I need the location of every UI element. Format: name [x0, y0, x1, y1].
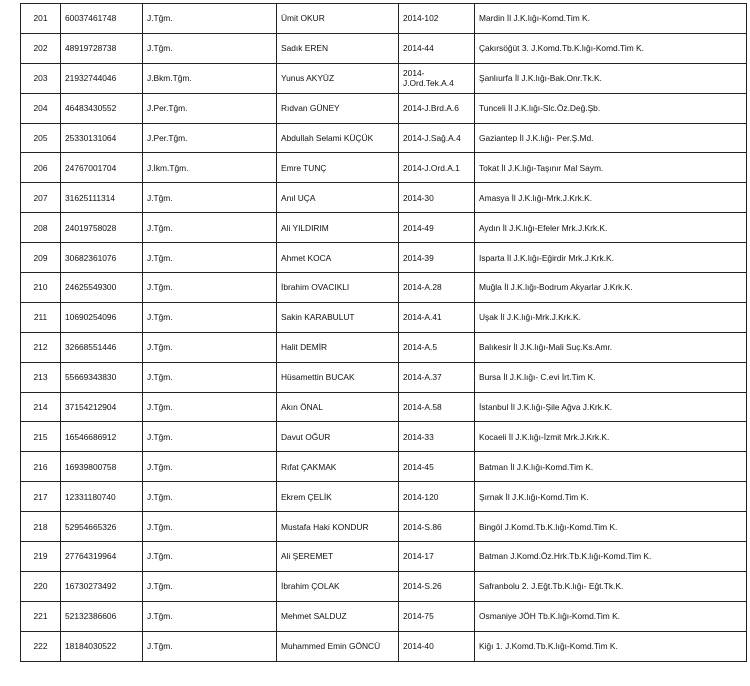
course-cell: 2014-A.28	[399, 273, 475, 303]
row-number: 215	[21, 422, 61, 452]
rank-cell: J.Tğm.	[143, 482, 277, 512]
unit-cell: Batman J.Komd.Öz.Hrk.Tb.K.lığı-Komd.Tim K.	[475, 542, 747, 572]
row-number: 218	[21, 512, 61, 542]
name-cell: Mustafa Haki KONDUR	[277, 512, 399, 542]
name-cell: Mehmet SALDUZ	[277, 601, 399, 631]
name-cell: Anıl UÇA	[277, 183, 399, 213]
name-cell: Davut OĞUR	[277, 422, 399, 452]
id-number-cell: 52132386606	[61, 601, 143, 631]
personnel-table	[20, 3, 747, 662]
id-number-cell: 21932744046	[61, 63, 143, 93]
row-number: 202	[21, 33, 61, 63]
name-cell: Yunus AKYÜZ	[277, 63, 399, 93]
table-row	[21, 183, 747, 213]
name-cell: Ümit OKUR	[277, 4, 399, 34]
name-cell: Rıfat ÇAKMAK	[277, 452, 399, 482]
name-cell: Sadık EREN	[277, 33, 399, 63]
unit-cell: Amasya İl J.K.lığı-Mrk.J.Krk.K.	[475, 183, 747, 213]
row-number: 220	[21, 571, 61, 601]
unit-cell: Kiğı 1. J.Komd.Tb.K.lığı-Komd.Tim K.	[475, 631, 747, 661]
table-row	[21, 452, 747, 482]
name-cell: İbrahim ÇOLAK	[277, 571, 399, 601]
table-row	[21, 422, 747, 452]
rank-cell: J.Tğm.	[143, 332, 277, 362]
id-number-cell: 37154212904	[61, 392, 143, 422]
row-number: 204	[21, 93, 61, 123]
id-number-cell: 16939800758	[61, 452, 143, 482]
rank-cell: J.Tğm.	[143, 392, 277, 422]
row-number: 208	[21, 213, 61, 243]
id-number-cell: 24767001704	[61, 153, 143, 183]
row-number: 221	[21, 601, 61, 631]
name-cell: Akın ÖNAL	[277, 392, 399, 422]
course-cell: 2014-J.Ord.Tek.A.4	[399, 63, 475, 93]
course-cell: 2014-A.37	[399, 362, 475, 392]
row-number: 201	[21, 4, 61, 34]
unit-cell: Isparta İl J.K.lığı-Eğirdir Mrk.J.Krk.K.	[475, 243, 747, 273]
id-number-cell: 10690254096	[61, 302, 143, 332]
table-row	[21, 362, 747, 392]
unit-cell: Tokat İl J.K.lığı-Taşınır Mal Saym.	[475, 153, 747, 183]
rank-cell: J.Tğm.	[143, 571, 277, 601]
course-cell: 2014-30	[399, 183, 475, 213]
course-cell: 2014-J.Ord.A.1	[399, 153, 475, 183]
row-number: 209	[21, 243, 61, 273]
id-number-cell: 46483430552	[61, 93, 143, 123]
name-cell: Sakin KARABULUT	[277, 302, 399, 332]
rank-cell: J.Per.Tğm.	[143, 123, 277, 153]
unit-cell: Balıkesir İl J.K.lığı-Mali Suç.Ks.Amr.	[475, 332, 747, 362]
rank-cell: J.Tğm.	[143, 183, 277, 213]
table-row	[21, 512, 747, 542]
course-cell: 2014-A.5	[399, 332, 475, 362]
rank-cell: J.Tğm.	[143, 542, 277, 572]
table-row	[21, 332, 747, 362]
course-cell: 2014-J.Brd.A.6	[399, 93, 475, 123]
name-cell: Abdullah Selami KÜÇÜK	[277, 123, 399, 153]
id-number-cell: 31625111314	[61, 183, 143, 213]
course-cell: 2014-33	[399, 422, 475, 452]
row-number: 211	[21, 302, 61, 332]
unit-cell: Aydın İl J.K.lığı-Efeler Mrk.J.Krk.K.	[475, 213, 747, 243]
rank-cell: J.Bkm.Tğm.	[143, 63, 277, 93]
table-row	[21, 631, 747, 661]
id-number-cell: 48919728738	[61, 33, 143, 63]
name-cell: Muhammed Emin GÖNCÜ	[277, 631, 399, 661]
rank-cell: J.Tğm.	[143, 4, 277, 34]
unit-cell: Mardin İl J.K.lığı-Komd.Tim K.	[475, 4, 747, 34]
unit-cell: Bursa İl J.K.lığı- C.evi İrt.Tim K.	[475, 362, 747, 392]
unit-cell: Safranbolu 2. J.Eğt.Tb.K.lığı- Eğt.Tk.K.	[475, 571, 747, 601]
table-row	[21, 273, 747, 303]
course-cell: 2014-S.26	[399, 571, 475, 601]
rank-cell: J.Tğm.	[143, 213, 277, 243]
rank-cell: J.Tğm.	[143, 422, 277, 452]
unit-cell: Tunceli İl J.K.lığı-Slc.Öz.Değ.Şb.	[475, 93, 747, 123]
id-number-cell: 24019758028	[61, 213, 143, 243]
rank-cell: J.Tğm.	[143, 512, 277, 542]
table-row	[21, 243, 747, 273]
rank-cell: J.Tğm.	[143, 273, 277, 303]
course-cell: 2014-120	[399, 482, 475, 512]
name-cell: Ahmet KOCA	[277, 243, 399, 273]
unit-cell: Çakırsöğüt 3. J.Komd.Tb.K.lığı-Komd.Tim K.	[475, 33, 747, 63]
id-number-cell: 24625549300	[61, 273, 143, 303]
id-number-cell: 18184030522	[61, 631, 143, 661]
id-number-cell: 16730273492	[61, 571, 143, 601]
table-row	[21, 571, 747, 601]
id-number-cell: 25330131064	[61, 123, 143, 153]
table-row	[21, 213, 747, 243]
table-row	[21, 601, 747, 631]
row-number: 214	[21, 392, 61, 422]
rank-cell: J.Tğm.	[143, 601, 277, 631]
unit-cell: Uşak İl J.K.lığı-Mrk.J.Krk.K.	[475, 302, 747, 332]
row-number: 207	[21, 183, 61, 213]
name-cell: Hüsamettin BUCAK	[277, 362, 399, 392]
row-number: 222	[21, 631, 61, 661]
unit-cell: Bingöl J.Komd.Tb.K.lığı-Komd.Tim K.	[475, 512, 747, 542]
row-number: 210	[21, 273, 61, 303]
table-row	[21, 482, 747, 512]
row-number: 205	[21, 123, 61, 153]
id-number-cell: 55669343830	[61, 362, 143, 392]
name-cell: Halit DEMİR	[277, 332, 399, 362]
table-row	[21, 93, 747, 123]
name-cell: İbrahim OVACIKLI	[277, 273, 399, 303]
row-number: 206	[21, 153, 61, 183]
table-row	[21, 542, 747, 572]
table-row	[21, 4, 747, 34]
rank-cell: J.Tğm.	[143, 362, 277, 392]
id-number-cell: 27764319964	[61, 542, 143, 572]
unit-cell: İstanbul İl J.K.lığı-Şile Ağva J.Krk.K.	[475, 392, 747, 422]
rank-cell: J.Per.Tğm.	[143, 93, 277, 123]
course-cell: 2014-40	[399, 631, 475, 661]
unit-cell: Osmaniye JÖH Tb.K.lığı-Komd.Tim K.	[475, 601, 747, 631]
course-cell: 2014-S.86	[399, 512, 475, 542]
course-cell: 2014-75	[399, 601, 475, 631]
unit-cell: Gaziantep İl J.K.lığı- Per.Ş.Md.	[475, 123, 747, 153]
table-row	[21, 33, 747, 63]
id-number-cell: 60037461748	[61, 4, 143, 34]
course-cell: 2014-17	[399, 542, 475, 572]
id-number-cell: 16546686912	[61, 422, 143, 452]
course-cell: 2014-45	[399, 452, 475, 482]
row-number: 216	[21, 452, 61, 482]
course-cell: 2014-44	[399, 33, 475, 63]
name-cell: Ali ŞEREMET	[277, 542, 399, 572]
unit-cell: Muğla İl J.K.lığı-Bodrum Akyarlar J.Krk.K.	[475, 273, 747, 303]
personnel-list-sheet	[20, 3, 746, 662]
course-cell: 2014-A.41	[399, 302, 475, 332]
name-cell: Ali YILDIRIM	[277, 213, 399, 243]
rank-cell: J.Tğm.	[143, 33, 277, 63]
id-number-cell: 32668551446	[61, 332, 143, 362]
row-number: 212	[21, 332, 61, 362]
course-cell: 2014-A.58	[399, 392, 475, 422]
course-cell: 2014-39	[399, 243, 475, 273]
name-cell: Emre TUNÇ	[277, 153, 399, 183]
rank-cell: J.Tğm.	[143, 452, 277, 482]
unit-cell: Kocaeli İl J.K.lığı-İzmit Mrk.J.Krk.K.	[475, 422, 747, 452]
unit-cell: Şırnak İl J.K.lığı-Komd.Tim K.	[475, 482, 747, 512]
table-row	[21, 63, 747, 93]
row-number: 213	[21, 362, 61, 392]
unit-cell: Batman İl J.K.lığı-Komd.Tim K.	[475, 452, 747, 482]
row-number: 203	[21, 63, 61, 93]
name-cell: Ekrem ÇELİK	[277, 482, 399, 512]
rank-cell: J.İkm.Tğm.	[143, 153, 277, 183]
unit-cell: Şanlıurfa İl J.K.lığı-Bak.Onr.Tk.K.	[475, 63, 747, 93]
rank-cell: J.Tğm.	[143, 631, 277, 661]
table-row	[21, 123, 747, 153]
course-cell: 2014-102	[399, 4, 475, 34]
table-row	[21, 153, 747, 183]
table-row	[21, 392, 747, 422]
course-cell: 2014-J.Sağ.A.4	[399, 123, 475, 153]
id-number-cell: 12331180740	[61, 482, 143, 512]
course-cell: 2014-49	[399, 213, 475, 243]
id-number-cell: 52954665326	[61, 512, 143, 542]
row-number: 217	[21, 482, 61, 512]
row-number: 219	[21, 542, 61, 572]
rank-cell: J.Tğm.	[143, 243, 277, 273]
rank-cell: J.Tğm.	[143, 302, 277, 332]
personnel-table-body	[21, 4, 747, 662]
table-row	[21, 302, 747, 332]
name-cell: Rıdvan GÜNEY	[277, 93, 399, 123]
id-number-cell: 30682361076	[61, 243, 143, 273]
